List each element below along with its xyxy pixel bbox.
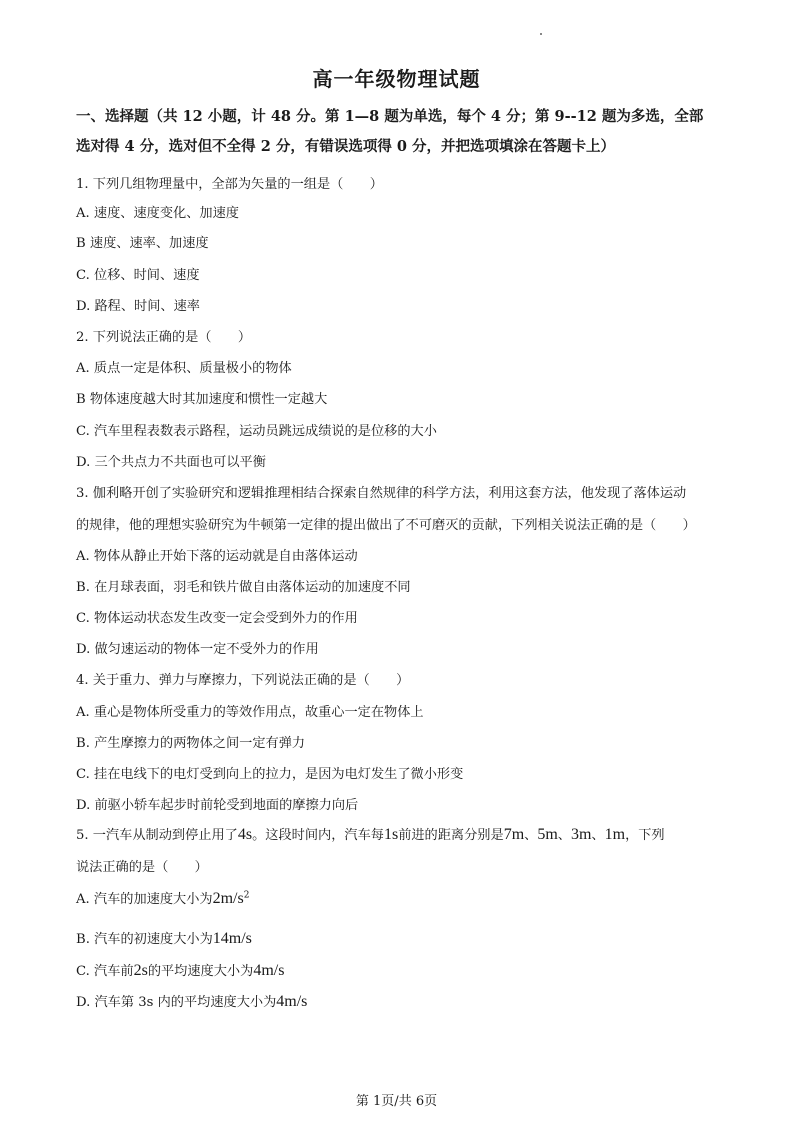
q5-option-a-exponent: 2 xyxy=(243,890,250,901)
question-3-option-a: A. 物体从静止开始下落的运动就是自由落体运动 xyxy=(76,549,358,564)
section-heading-line-2: 选对得 4 分，选对但不全得 2 分，有错误选项得 0 分，并把选项填涂在答题卡上） xyxy=(76,138,616,155)
q5-option-b-value: 14m/s xyxy=(212,930,252,947)
question-4-stem: 4. 关于重力、弹力与摩擦力，下列说法正确的是（ ） xyxy=(76,673,410,688)
question-3-stem-line-1: 3. 伽利略开创了实验研究和逻辑推理相结合探索自然规律的科学方法，利用这套方法，他发现了落体运动 xyxy=(76,486,687,501)
question-4-option-b: B. 产生摩擦力的两物体之间一定有弹力 xyxy=(76,736,306,751)
page-title: 高一年级物理试题 xyxy=(312,67,481,91)
q5-time-total: 4s xyxy=(237,826,253,843)
q5-option-c-value: 4m/s xyxy=(253,962,285,979)
question-4-option-c: C. 挂在电线下的电灯受到向上的拉力，是因为电灯发生了微小形变 xyxy=(76,767,464,782)
q5-time-unit: 1s xyxy=(383,826,399,843)
question-1-option-d: D. 路程、时间、速率 xyxy=(76,299,200,314)
question-1-option-c: C. 位移、时间、速度 xyxy=(76,268,200,283)
q5-text: 5. 一汽车从制动到停止用了 xyxy=(76,828,238,843)
q5-distance-4: 1m xyxy=(604,826,626,843)
question-1-stem: 1. 下列几组物理量中，全部为矢量的一组是（ ） xyxy=(76,177,383,192)
q5-separator: 、 xyxy=(524,828,538,843)
question-5-option-d xyxy=(76,991,736,1011)
question-5-stem-line-1 xyxy=(76,824,736,844)
q5-option-a-value: 2m/s xyxy=(212,890,244,907)
question-3-option-d: D. 做匀速运动的物体一定不受外力的作用 xyxy=(76,642,319,657)
q5-distance-3: 3m xyxy=(570,826,592,843)
q5-option-d-text: D. 汽车第 3s 内的平均速度大小为 xyxy=(76,995,277,1010)
q5-distance-2: 5m xyxy=(537,826,558,843)
question-1-option-b: B 速度、速率、加速度 xyxy=(76,236,209,251)
q5-option-c-text-2: 的平均速度大小为 xyxy=(147,964,254,979)
question-1-option-a: A. 速度、速度变化、加速度 xyxy=(76,206,239,221)
page-footer: 第 1页/共 6页 xyxy=(355,1094,438,1109)
q5-option-a-text: A. 汽车的加速度大小为 xyxy=(76,892,213,907)
question-5-option-b xyxy=(76,928,736,948)
question-3-option-c: C. 物体运动状态发生改变一定会受到外力的作用 xyxy=(76,611,358,626)
section-heading xyxy=(76,102,726,162)
question-5-option-c xyxy=(76,960,736,980)
question-3-option-b: B. 在月球表面，羽毛和铁片做自由落体运动的加速度不同 xyxy=(76,580,411,595)
question-2-option-a: A. 质点一定是体积、质量极小的物体 xyxy=(76,361,292,376)
q5-option-c-text: C. 汽车前 xyxy=(76,964,134,979)
q5-text: 。这段时间内，汽车每 xyxy=(252,828,384,843)
question-4-option-d: D. 前驱小轿车起步时前轮受到地面的摩擦力向后 xyxy=(76,798,359,813)
q5-text: 前进的距离分别是 xyxy=(398,828,504,843)
question-2-option-c: C. 汽车里程表数表示路程，运动员跳远成绩说的是位移的大小 xyxy=(76,424,437,439)
question-4-option-a: A. 重心是物体所受重力的等效作用点，故重心一定在物体上 xyxy=(76,705,424,720)
question-5-option-a xyxy=(76,888,736,908)
section-heading-line-1: 一、选择题（共 12 小题，计 48 分。第 1—8 题为单选，每个 4 分；第 9--12 题为多选，全部 xyxy=(76,108,704,125)
q5-separator: 、 xyxy=(591,828,605,843)
q5-text: ，下列 xyxy=(625,828,665,843)
q5-option-b-text: B. 汽车的初速度大小为 xyxy=(76,932,213,947)
q5-separator: 、 xyxy=(557,828,571,843)
question-2-option-b: B 物体速度越大时其加速度和惯性一定越大 xyxy=(76,392,328,407)
question-2-option-d: D. 三个共点力不共面也可以平衡 xyxy=(76,455,266,470)
question-3-stem-line-2: 的规律，他的理想实验研究为牛顿第一定律的提出做出了不可磨灭的贡献，下列相关说法正确的是（ ） xyxy=(76,518,696,533)
q5-option-d-value: 4m/s xyxy=(276,993,308,1010)
q5-option-c-time: 2s xyxy=(133,962,148,979)
question-2-stem: 2. 下列说法正确的是（ ） xyxy=(76,330,252,345)
q5-distance-1: 7m xyxy=(503,826,525,843)
speck-mark xyxy=(540,33,542,35)
question-5-stem-line-2: 说法正确的是（ ） xyxy=(76,860,208,875)
